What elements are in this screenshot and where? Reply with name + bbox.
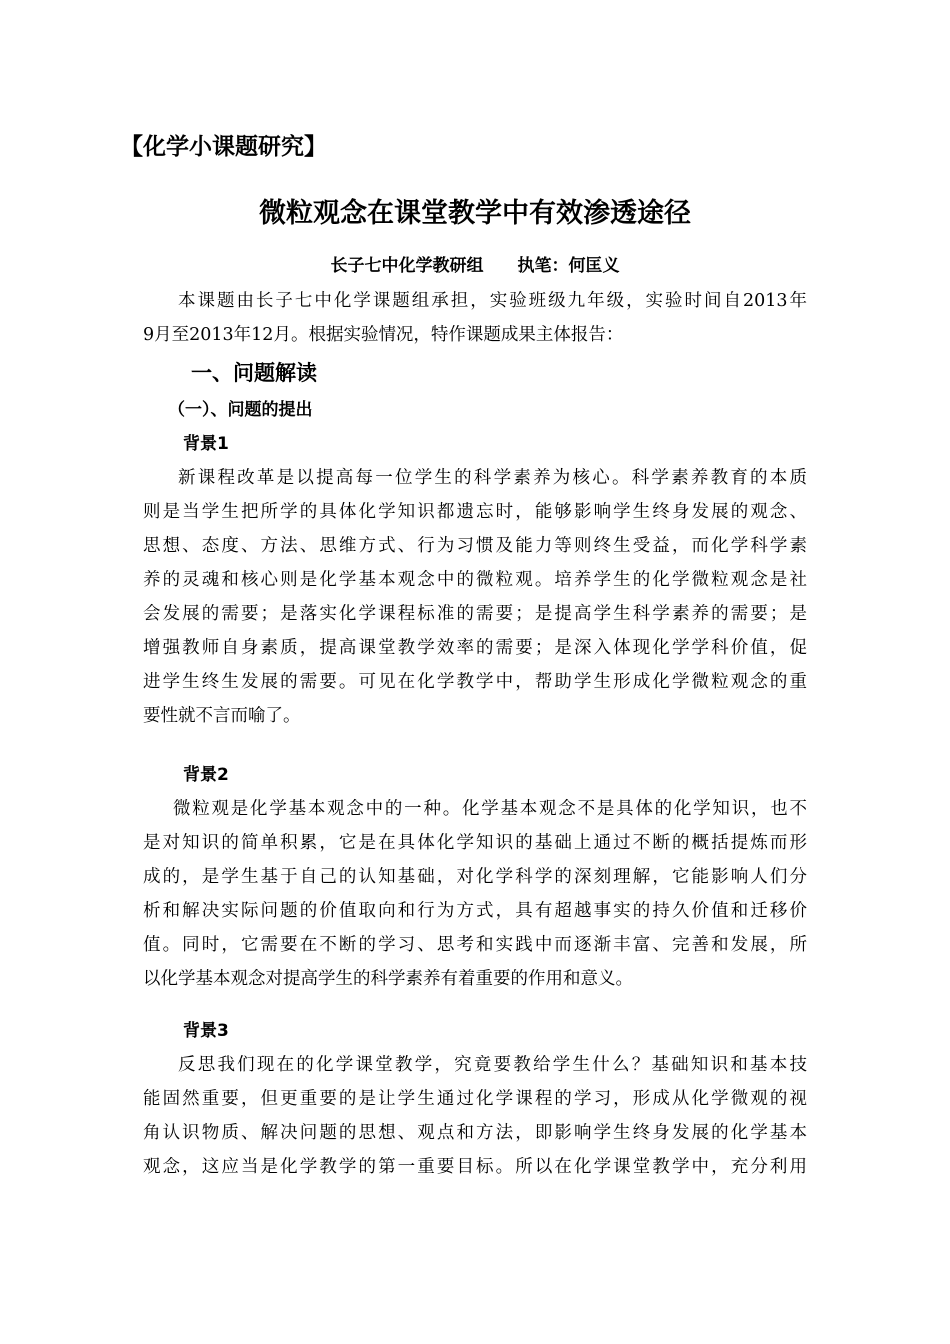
paragraph-line: 思想、态度、方法、思维方式、行为习惯及能力等则终生受益，而化学科学素 xyxy=(143,536,807,556)
intro-paragraph xyxy=(143,284,807,352)
paragraph-line: 是对知识的简单积累，它是在具体化学知识的基础上通过不断的概括提炼而形 xyxy=(143,833,807,853)
paragraph-line: 养的灵魂和核心则是化学基本观念中的微粒观。培养学生的化学微粒观念是社 xyxy=(143,570,807,590)
paragraph-line: 析和解决实际问题的价值取向和行为方式，具有超越事实的持久价值和迁移价 xyxy=(143,901,807,921)
heading-problem-interpretation: 一、问题解读 xyxy=(191,361,317,385)
background-3-paragraph xyxy=(143,1048,807,1184)
document-title: 微粒观念在课堂教学中有效渗透途径 xyxy=(259,198,691,229)
paragraph-line: 成的，是学生基于自己的认知基础，对化学科学的深刻理解，它能影响人们分 xyxy=(143,867,807,887)
paragraph-line: 微粒观是化学基本观念中的一种。化学基本观念不是具体的化学知识，也不 xyxy=(173,799,807,819)
paragraph-line: 反思我们现在的化学课堂教学，究竟要教给学生什么？基础知识和基本技 xyxy=(178,1055,807,1075)
background-2-paragraph xyxy=(143,792,807,996)
background-3-label: 背景3 xyxy=(183,1021,229,1041)
background-1-label: 背景1 xyxy=(183,434,229,454)
paragraph-line: 要性就不言而喻了。 xyxy=(143,706,301,726)
paragraph-line: 增强教师自身素质，提高课堂教学效率的需要；是深入体现化学学科价值，促 xyxy=(143,638,807,658)
background-2-label: 背景2 xyxy=(183,765,229,785)
paragraph-line: 角认识物质、解决问题的思想、观点和方法，即影响学生终身发展的化学基本 xyxy=(143,1123,807,1143)
byline-group: 长子七中化学教研组 xyxy=(330,256,484,276)
paragraph-line: 本课题由长子七中化学课题组承担，实验班级九年级，实验时间自2013年 xyxy=(178,291,807,311)
paragraph-line: 则是当学生把所学的具体化学知识都遗忘时，能够影响学生终身发展的观念、 xyxy=(143,502,807,522)
byline-author: 执笔：何匡义 xyxy=(517,256,620,276)
paragraph-line: 观念，这应当是化学教学的第一重要目标。所以在化学课堂教学中，充分利用 xyxy=(143,1157,807,1177)
section-tag: 【化学小课题研究】 xyxy=(120,134,327,160)
paragraph-line: 进学生终生发展的需要。可见在化学教学中，帮助学生形成化学微粒观念的重 xyxy=(143,672,807,692)
background-1-paragraph xyxy=(143,461,807,733)
paragraph-line: 值。同时，它需要在不断的学习、思考和实践中而逐渐丰富、完善和发展，所 xyxy=(143,935,807,955)
paragraph-line: 能固然重要，但更重要的是让学生通过化学课程的学习，形成从化学微观的视 xyxy=(143,1089,807,1109)
paragraph-line: 9月至2013年12月。根据实验情况，特作课题成果主体报告： xyxy=(143,325,624,345)
heading-problem-raised: （一）、问题的提出 xyxy=(168,400,313,420)
paragraph-line: 会发展的需要；是落实化学课程标准的需要；是提高学生科学素养的需要；是 xyxy=(143,604,807,624)
paragraph-line: 新课程改革是以提高每一位学生的科学素养为核心。科学素养教育的本质 xyxy=(178,468,807,488)
paragraph-line: 以化学基本观念对提高学生的科学素养有着重要的作用和意义。 xyxy=(143,969,633,989)
byline xyxy=(0,253,950,279)
